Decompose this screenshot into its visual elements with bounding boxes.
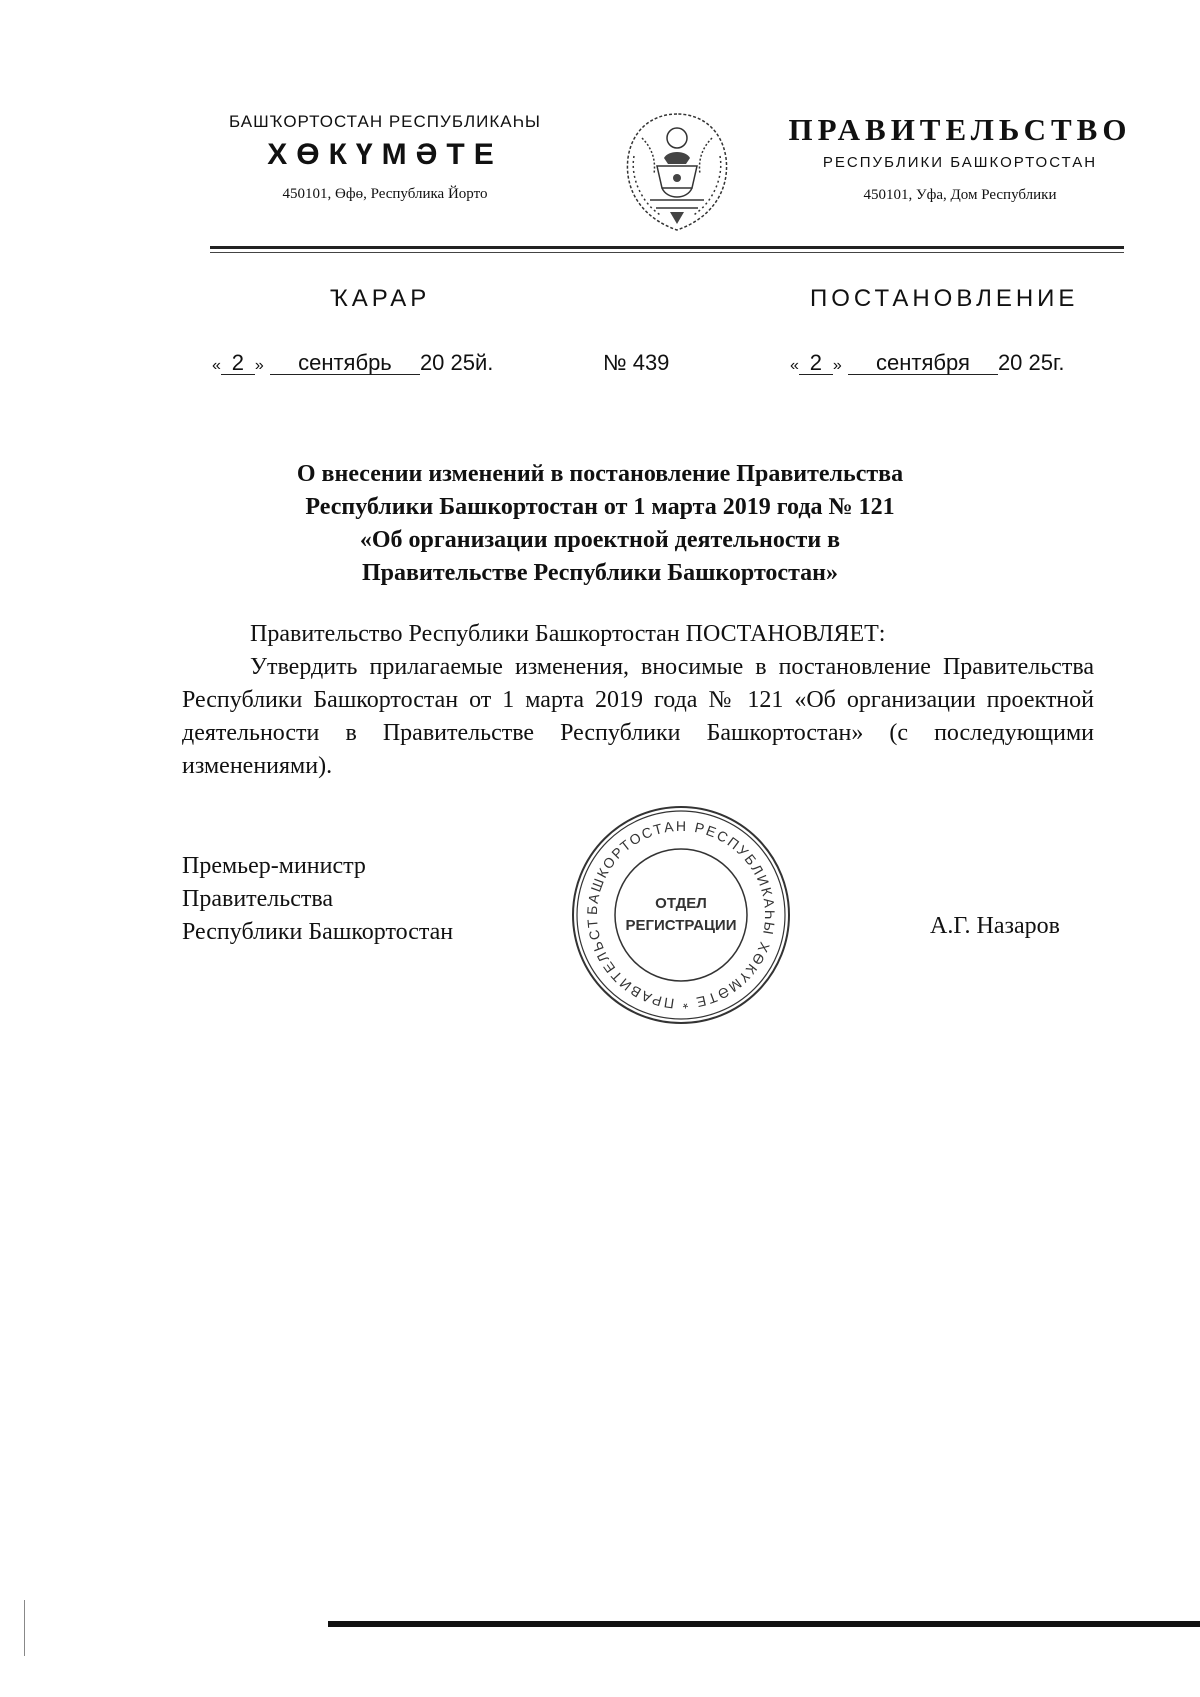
header-divider-thick [210, 246, 1124, 249]
doc-type-bashkir: ҠАРАР [330, 285, 431, 312]
date-year-suffix: 25г. [1028, 350, 1065, 375]
header-left-block [190, 112, 580, 203]
header-left-title: БАШҠОРТОСТАН РЕСПУБЛИКАҺЫ [229, 112, 541, 131]
signer-name: А.Г. Назаров [930, 913, 1060, 939]
date-year-suffix: 25й. [450, 350, 494, 375]
document-body [182, 618, 1094, 783]
date-russian [790, 350, 1064, 376]
stamp-outer-text: БАШКОРТОСТАН РЕСПУБЛИКАҺЫ ХӨКҮМӘТЕ * ПРАВИТЕЛЬСТ [583, 817, 779, 1013]
header-left-name: ХӨКҮМӘТЕ [267, 138, 503, 171]
signer-position [182, 850, 453, 949]
header-right-address: 450101, Уфа, Дом Республики [863, 187, 1057, 203]
stamp-center-line1: ОТДЕЛ [655, 895, 707, 912]
header-right-subtitle: РЕСПУБЛИКИ БАШКОРТОСТАН [822, 154, 1098, 171]
quote-close: » [832, 357, 842, 374]
date-month: сентябрь [270, 352, 420, 375]
document-title [200, 458, 1000, 590]
date-bashkir [212, 350, 493, 376]
date-day: 2 [221, 352, 255, 375]
body-paragraph-decree: Правительство Республики Башкортостан ПОСТАНОВЛЯЕТ: [250, 621, 886, 647]
scan-margin-mark [24, 1600, 25, 1656]
quote-close: » [254, 357, 264, 374]
header-left-address: 450101, Өфө, Республика Йорто [282, 186, 488, 202]
signer-line: Премьер-министр [182, 853, 366, 879]
quote-open: « [212, 357, 221, 374]
document-number: № 439 [603, 350, 670, 375]
title-line: Правительстве Республики Башкортостан» [362, 560, 838, 586]
title-line: О внесении изменений в постановление Правительства [296, 461, 904, 487]
signer-line: Республики Башкортостан [182, 919, 454, 945]
body-paragraph-approve: Утвердить прилагаемые изменения, вносимые в постановление Правительства Республики Башкортостан от 1 марта 2019 года № 121 «Об организации проектной деятельности в Правительстве Республики Башкортостан» (с последующими изменениями). [182, 654, 1094, 779]
date-year-prefix: 20 [997, 350, 1023, 375]
header-divider-thin [210, 252, 1124, 253]
registration-stamp [568, 802, 794, 1028]
date-month: сентября [848, 352, 998, 375]
header-right-block [770, 112, 1150, 204]
quote-open: « [790, 357, 799, 374]
doc-type-russian: ПОСТАНОВЛЕНИЕ [810, 285, 1079, 312]
date-day: 2 [799, 352, 833, 375]
bashkortostan-coat-of-arms-icon [612, 108, 742, 236]
title-line: Республики Башкортостан от 1 марта 2019 года № 121 [305, 494, 895, 520]
title-line: «Об организации проектной деятельности в [359, 527, 841, 553]
stamp-center-line2: РЕГИСТРАЦИИ [625, 917, 737, 934]
header-right-title: ПРАВИТЕЛЬСТВО [788, 112, 1132, 147]
bottom-scan-edge [328, 1621, 1200, 1627]
date-year-prefix: 20 [419, 350, 445, 375]
signer-line: Правительства [182, 886, 334, 912]
